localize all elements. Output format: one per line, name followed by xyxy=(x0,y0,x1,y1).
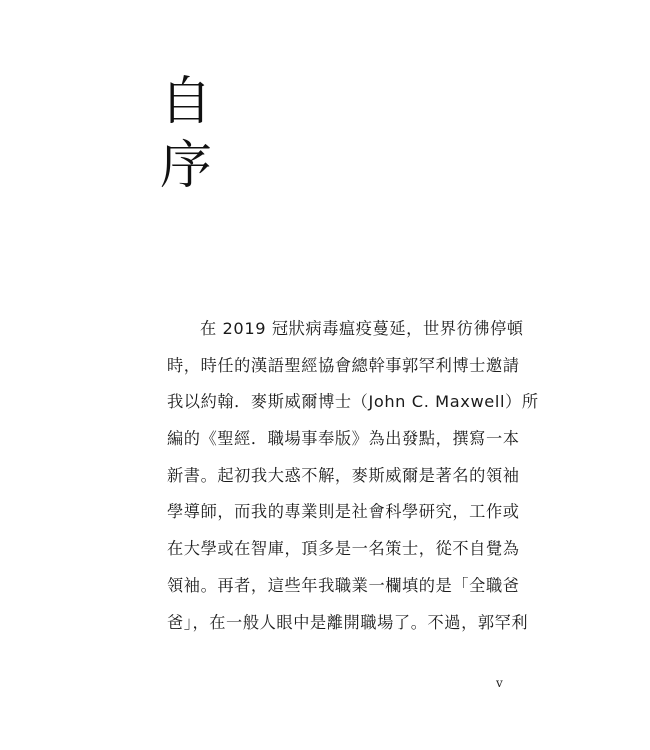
paragraph-line-8: 領袖。再者，這些年我職業一欄填的是「全職爸 xyxy=(167,575,520,595)
page-number: v xyxy=(496,676,503,690)
paragraph-line-6: 學導師，而我的專業則是社會科學研究，工作或 xyxy=(167,502,520,522)
paragraph-line-3: 我以約翰．麥斯威爾博士（John C. Maxwell）所 xyxy=(167,392,539,412)
paragraph-line-5: 新書。起初我大惑不解，麥斯威爾是著名的領袖 xyxy=(167,465,520,485)
paragraph-line-7: 在大學或在智庫，頂多是一名策士，從不自覺為 xyxy=(167,539,520,559)
paragraph-line-4: 編的《聖經．職場事奉版》為出發點，撰寫一本 xyxy=(167,429,520,449)
paragraph-line-1: 在 2019 冠狀病毒瘟疫蔓延，世界彷彿停頓 xyxy=(200,319,524,338)
chapter-title-char-2: 序 xyxy=(160,136,213,196)
body-paragraph xyxy=(167,311,539,641)
chapter-title xyxy=(160,70,230,198)
chapter-title-char-1: 自 xyxy=(160,72,213,132)
paragraph-line-9: 爸」，在一般人眼中是離開職場了。不過，郭罕利 xyxy=(167,612,529,632)
paragraph-line-2: 時，時任的漢語聖經協會總幹事郭罕利博士邀請 xyxy=(167,355,520,375)
